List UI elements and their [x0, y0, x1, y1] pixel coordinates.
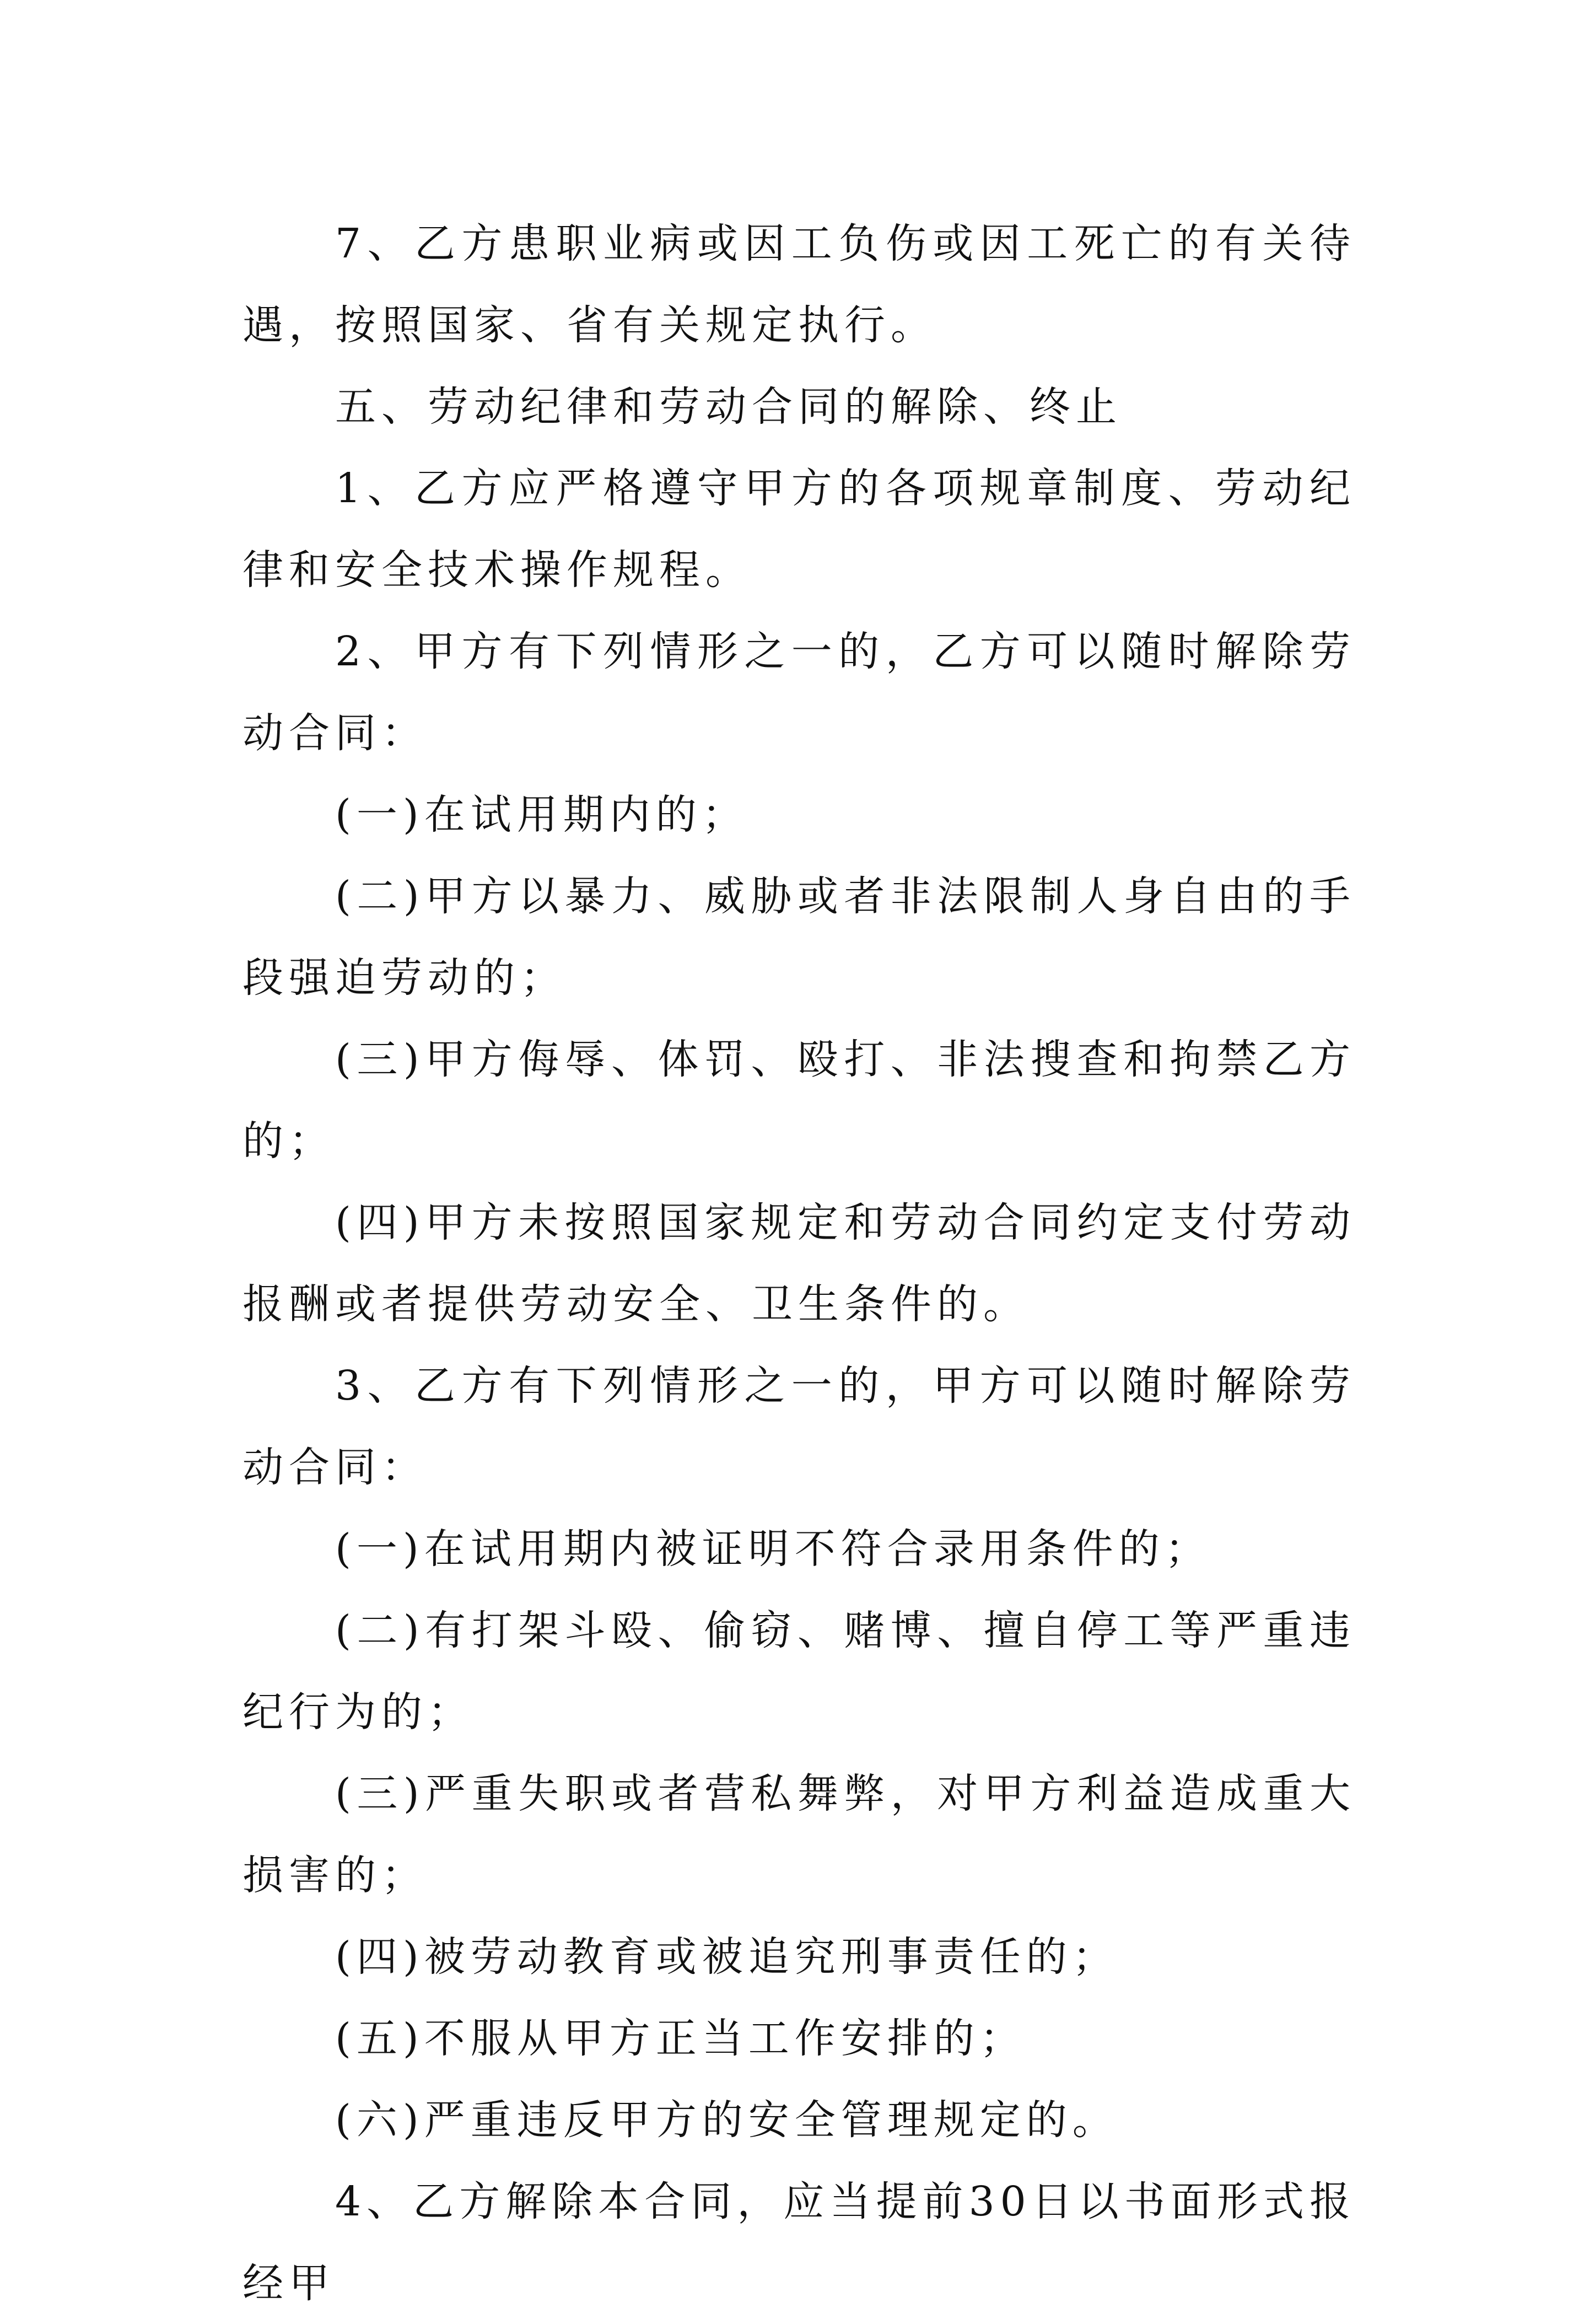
paragraph-comply-rules: 1、乙方应严格遵守甲方的各项规章制度、劳动纪律和安全技术操作规程。: [243, 465, 1356, 594]
list-item-employer-5: (五)不服从甲方正当工作安排的；: [335, 2015, 1026, 2062]
list-item-employee-4: (四)甲方未按照国家规定和劳动合同约定支付劳动报酬或者提供劳动安全、卫生条件的。: [243, 1199, 1356, 1328]
list-item-employee-2: (二)甲方以暴力、威胁或者非法限制人身自由的手段强迫劳动的；: [243, 873, 1356, 1002]
section-heading-labor-discipline: 五、劳动纪律和劳动合同的解除、终止: [335, 383, 1122, 431]
paragraph-employer-may-terminate: 3、乙方有下列情形之一的，甲方可以随时解除劳动合同：: [243, 1362, 1356, 1491]
list-item-employee-1: (一)在试用期内的；: [335, 791, 748, 838]
list-item-employer-3: (三)严重失职或者营私舞弊，对甲方利益造成重大损害的；: [243, 1770, 1356, 1899]
paragraph-work-injury-treatment: 7、乙方患职业病或因工负伤或因工死亡的有关待遇，按照国家、省有关规定执行。: [243, 220, 1356, 349]
document-body: [243, 203, 1356, 2324]
list-item-employer-2: (二)有打架斗殴、偷窃、赌博、擅自停工等严重违纪行为的；: [243, 1607, 1356, 1736]
list-item-employer-4: (四)被劳动教育或被追究刑事责任的；: [335, 1933, 1119, 1981]
paragraph-notice-period: 4、乙方解除本合同，应当提前30日以书面形式报经甲: [243, 2178, 1356, 2307]
paragraph-employee-may-terminate: 2、甲方有下列情形之一的，乙方可以随时解除劳动合同：: [243, 628, 1356, 757]
list-item-employee-3: (三)甲方侮辱、体罚、殴打、非法搜查和拘禁乙方的；: [243, 1036, 1356, 1165]
list-item-employer-1: (一)在试用期内被证明不符合录用条件的；: [335, 1525, 1211, 1573]
list-item-employer-6: (六)严重违反甲方的安全管理规定的。: [335, 2096, 1119, 2144]
